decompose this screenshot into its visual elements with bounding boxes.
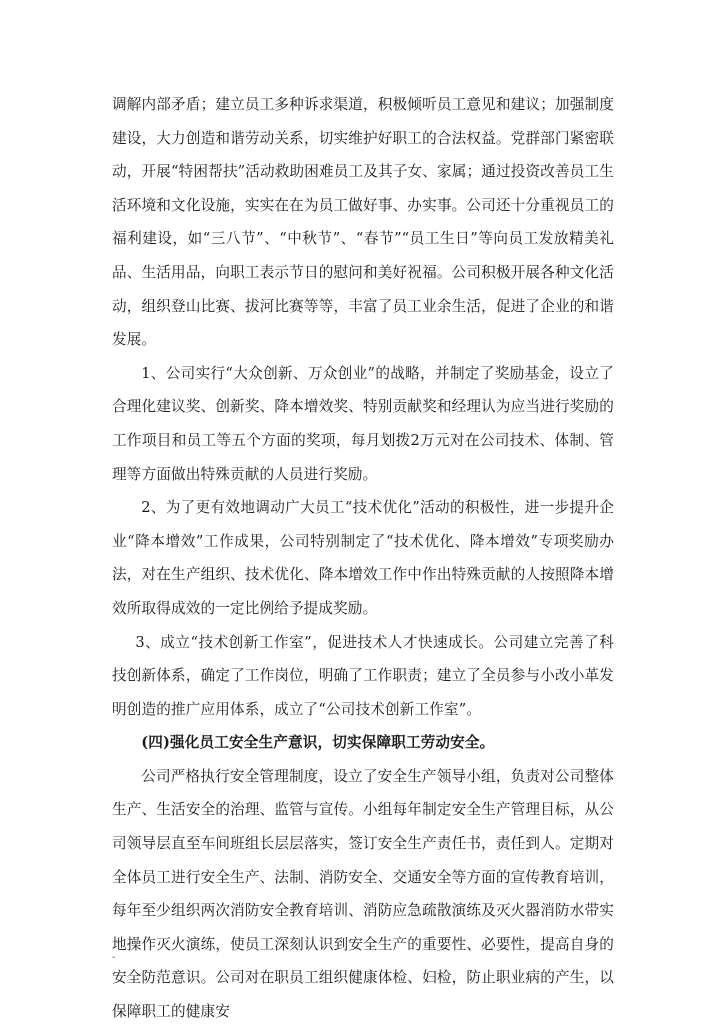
paragraph-item-1: 1、公司实行“大众创新、万众创业”的战略，并制定了奖励基金，设立了合理化建议奖、创新奖、降本增效奖、特别贡献奖和经理认为应当进行奖励的工作项目和员工等五个方面的奖项，每月划拨2万元对在公司技术、体制、管理等方面做出特殊贡献的人员进行奖励。 xyxy=(112,364,614,483)
document-body xyxy=(112,88,614,1029)
footer-mark: - xyxy=(112,952,116,963)
paragraph-safety: 公司严格执行安全管理制度，设立了安全生产领导小组，负责对公司整体生产、生活安全的治理、监管与宣传。小组每年制定安全生产管理目标，从公司领导层直至车间班组长层层落实，签订安全生产责任书，责任到人。定期对全体员工进行安全生产、法制、消防安全、交通安全等方面的宣传教育培训，每年至少组织两次消防安全教育培训、消防应急疏散演练及灭火器消防水带实地操作灭火演练，使员工深刻认识到安全生产的重要性、必要性，提高自身的安全防范意识。公司对在职员工组织健康体检、妇检，防止职业病的产生，以保障职工的健康安 xyxy=(112,767,614,1021)
section-heading-4: (四)强化员工安全生产意识，切实保障职工劳动安全。 xyxy=(141,734,495,752)
paragraph-continuation: 调解内部矛盾；建立员工多种诉求渠道，积极倾听员工意见和建议；加强制度建设，大力创造和谐劳动关系，切实维护好职工的合法权益。党群部门紧密联动，开展“特困帮扶”活动救助困难员工及其子女、家属；通过投资改善员工生活环境和文化设施，实实在在为员工做好事、办实事。公司还十分重视员工的福利建设，如“三八节”、“中秋节”、“春节”“员工生日”等向员工发放精美礼品、生活用品，向职工表示节日的慰问和美好祝福。公司积极开展各种文化活动，组织登山比赛、拔河比赛等等，丰富了员工业余生活，促进了企业的和谐发展。 xyxy=(112,96,614,349)
paragraph-item-2: 2、为了更有效地调动广大员工“技术优化”活动的积极性，进一步提升企业“降本增效”工作成果，公司特别制定了“技术优化、降本增效”专项奖励办法，对在生产组织、技术优化、降本增效工作中作出特殊贡献的人按照降本增效所取得成效的一定比例给予提成奖励。 xyxy=(112,499,614,617)
paragraph-item-3: 3、成立“技术创新工作室”，促进技术人才快速成长。公司建立完善了科技创新体系，确定了工作岗位，明确了工作职责；建立了全员参与小改小革发明创造的推广应用体系，成立了“公司技术创新工作室”。 xyxy=(112,633,614,718)
